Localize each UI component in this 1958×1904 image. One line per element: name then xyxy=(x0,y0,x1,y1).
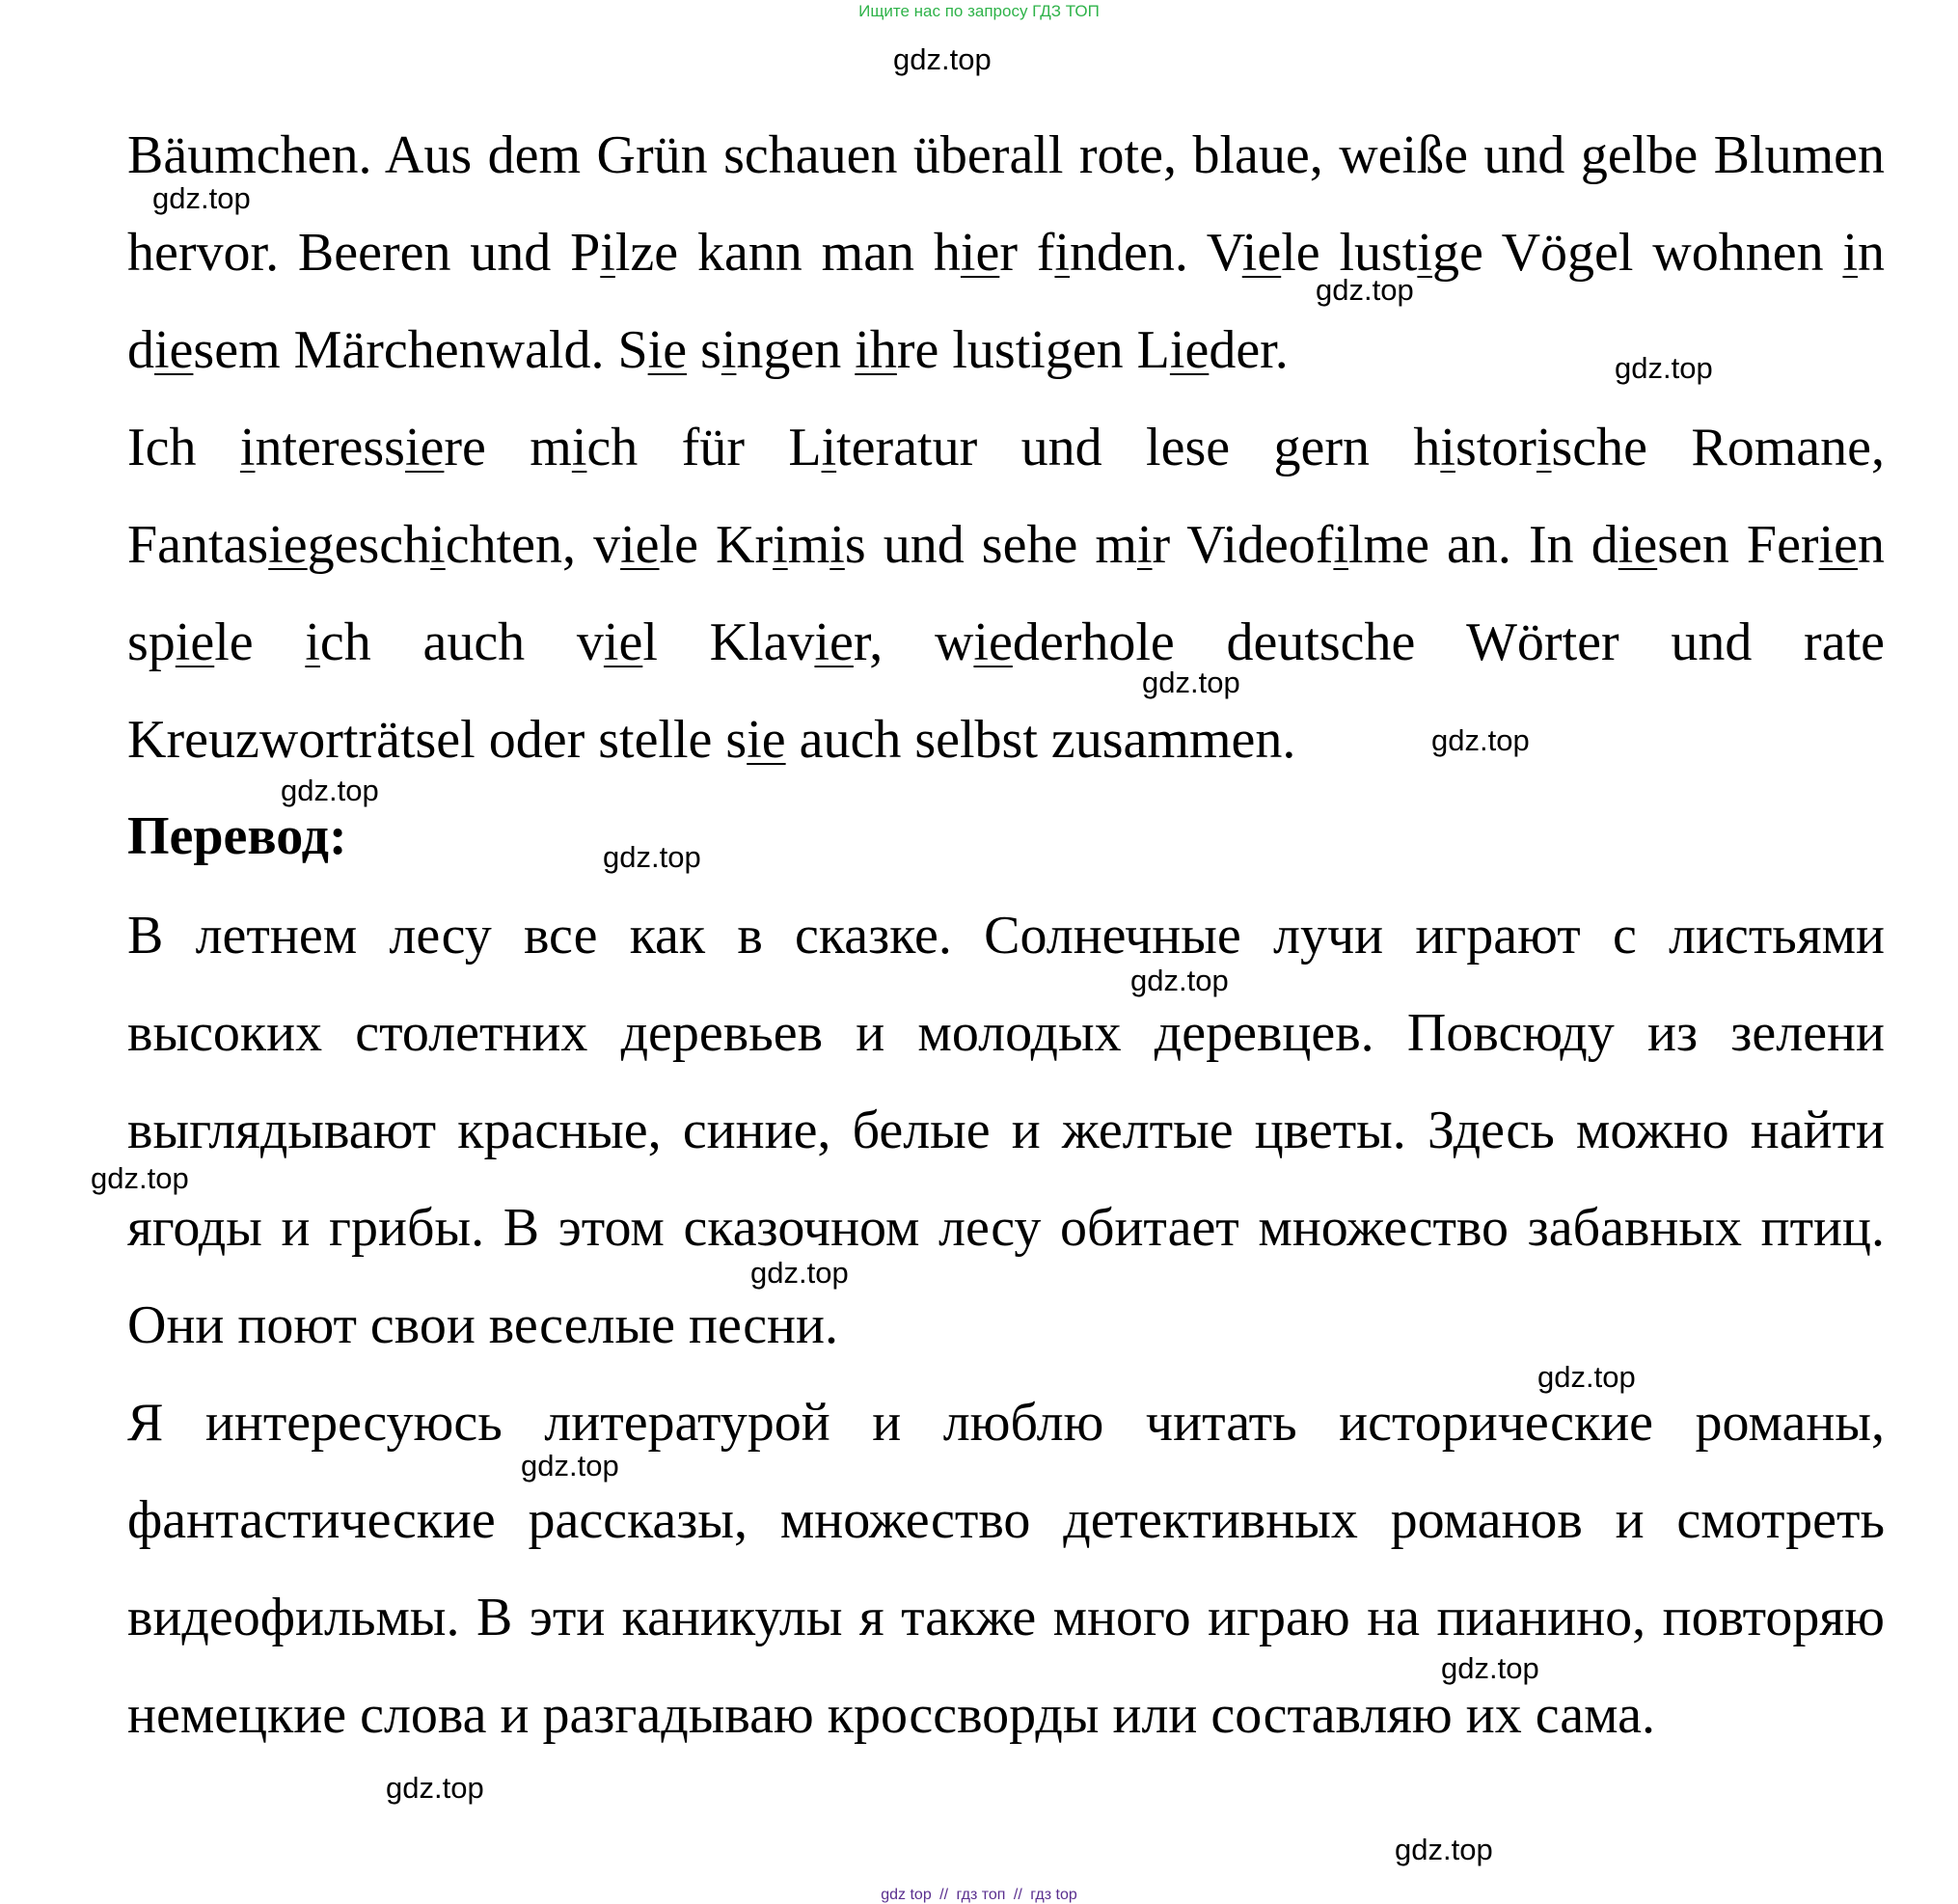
watermark-text: gdz.top xyxy=(603,840,701,874)
watermark-text: gdz.top xyxy=(1130,964,1229,997)
watermark-text: gdz.top xyxy=(1537,1360,1636,1394)
footer-link-gdz-top[interactable]: gdz top xyxy=(881,1887,932,1903)
watermark-text: gdz.top xyxy=(91,1161,189,1195)
german-paragraph-2: Ich interessiere mich für Literatur und lese gern historische Romane, Fantasiegeschichten, viele Krimis und sehe mir Videofilme an. In diesen Ferien spiele ich auch viel Klavier, wiederhole deutsche Wörter und rate Kreuzworträtsel oder stelle sie auch selbst zusammen. xyxy=(127,418,1886,770)
footer-link-gdz-top-mixed[interactable]: гдз top xyxy=(1030,1887,1077,1903)
watermark-text: gdz.top xyxy=(750,1256,849,1290)
watermark-text: gdz.top xyxy=(281,774,379,807)
watermark-text: gdz.top xyxy=(1441,1651,1539,1685)
german-text-block xyxy=(127,107,1885,789)
watermark-text: gdz.top xyxy=(1431,723,1530,757)
russian-paragraph-2: Я интересуюсь литературой и люблю читать исторические романы, фантастические рассказы, множество детективных романов и смотреть видеофильмы. В эти каникулы я также много играю на пианино, повторяю немецкие слова и разгадываю кроссворды или составляю их сама. xyxy=(127,1393,1885,1745)
watermark-text: gdz.top xyxy=(1316,273,1414,307)
watermark-text: gdz.top xyxy=(893,42,992,76)
footer-separator: // xyxy=(939,1887,949,1903)
watermark-text: gdz.top xyxy=(1615,351,1713,385)
german-paragraph-1: Bäumchen. Aus dem Grün schauen überall rote, blaue, weiße und gelbe Blumen hervor. Beeren und Pilze kann man hier finden. Viele lustige Vögel wohnen in diesem Märchenwald. Sie singen ihre lustigen Lieder. xyxy=(127,125,1886,380)
russian-text-block xyxy=(127,887,1885,1764)
watermark-text: gdz.top xyxy=(386,1771,484,1805)
watermark-text: gdz.top xyxy=(152,181,251,215)
search-hint-banner: Ищите нас по запросу ГДЗ ТОП xyxy=(858,2,1100,20)
footer-link-gdz-top-ru[interactable]: гдз топ xyxy=(956,1887,1006,1903)
watermark-text: gdz.top xyxy=(1395,1833,1493,1866)
watermark-text: gdz.top xyxy=(1142,666,1240,699)
footer-links xyxy=(0,1887,1958,1904)
footer-separator: // xyxy=(1013,1887,1022,1903)
watermark-text: gdz.top xyxy=(521,1449,619,1482)
translation-heading: Перевод: xyxy=(127,806,347,866)
russian-paragraph-1: В летнем лесу все как в сказке. Солнечные лучи играют с листьями высоких столетних деревьев и молодых деревцев. Повсюду из зелени выглядывают красные, синие, белые и желтые цветы. Здесь можно найти ягоды и грибы. В этом сказочном лесу обитает множество забавных птиц. Они поют свои веселые песни. xyxy=(127,906,1885,1355)
